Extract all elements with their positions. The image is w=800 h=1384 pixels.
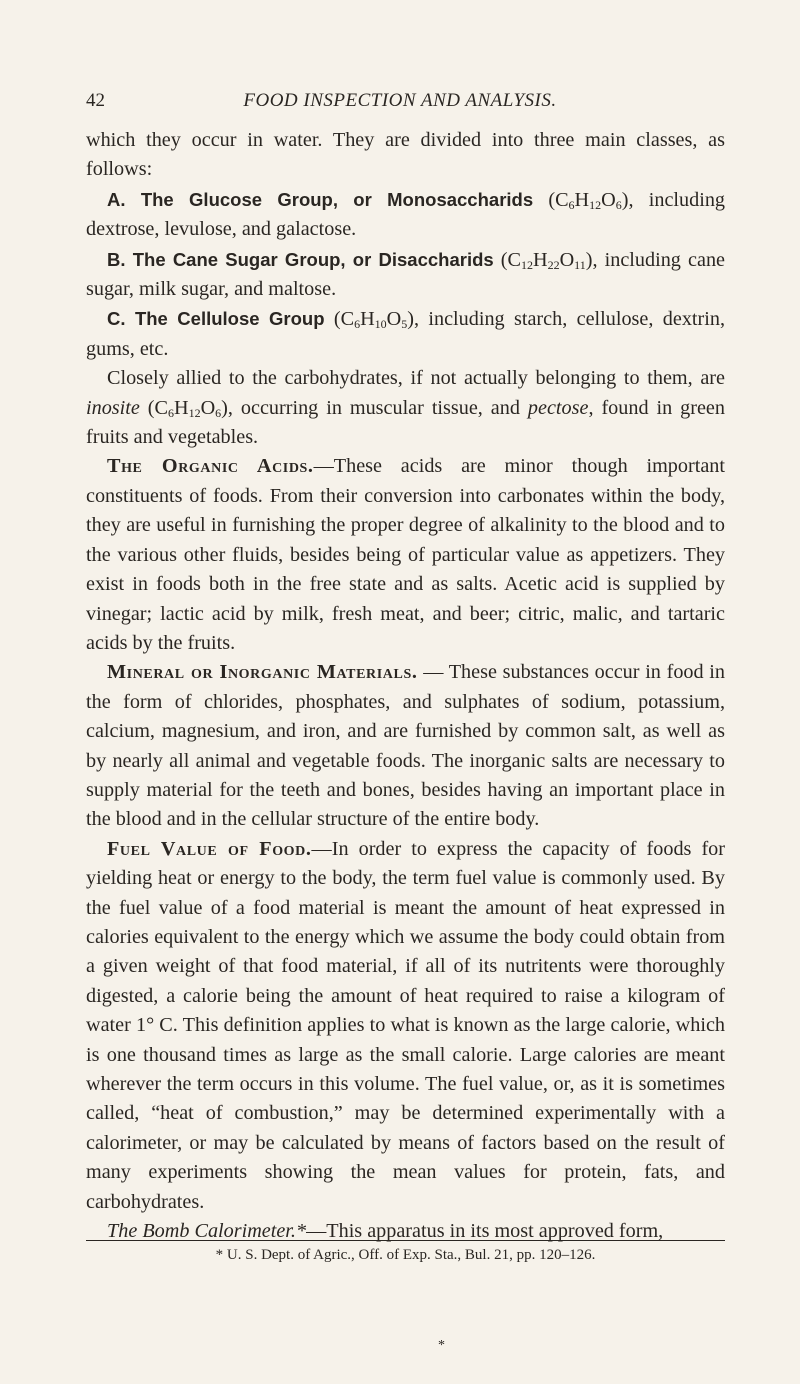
inosite-text-2: , occurring in muscular tissue, and [227,396,528,419]
inosite-text-1: Closely allied to the carbohydrates, if not actually belonging to them, are [107,367,725,390]
formula-glucose: $(C_6H_{12}O_6)$ [548,188,629,212]
class-label-a: A. The Glucose Group, or Monosaccharids [107,188,534,210]
class-label-c: C. The Cellulose Group [107,308,325,330]
term-pectose: pectose [527,396,589,419]
term-inosite: inosite [86,396,140,419]
paragraph-mineral [86,658,725,834]
footnote-rule [86,1240,725,1241]
formula-cane-sugar: $(C_{12}H_{22}O_{11})$ [500,248,593,272]
paragraph-organic-acids [86,452,725,658]
class-text-b: , including cane sugar, milk sugar, and maltose. [86,248,725,301]
heading-organic-acids: The Organic Acids. [107,455,314,478]
footnote: * U. S. Dept. of Agric., Off. of Exp. Sta., Bul. 21, pp. 120–126. [215,1247,596,1263]
page-header [86,86,714,116]
text-fuel-value: —In order to express the capacity of foods for yielding heat or energy to the body, the term fuel value is commonly used. By the fuel value of a food material is meant the amount of heat expressed in calories equivalent to the energy which we assume the body could obtain from a given weight of that food material, if all of its nutritents were thoroughly digested, a calorie being the amount of heat required to raise a kilogram of water 1° C. This definition applies to what is known as the large calorie, which is one thousand times as large as the small calorie. Large calories are meant wherever the term occurs in this volume. The fuel value, or, as it is sometimes called, “heat of combustion,” may be determined experimentally with a calorimeter, or may be calculated by means of factors based on the result of many experiments showing the mean values for protein, fats, and carbohydrates. [86,837,725,1213]
page-number: 42 [86,90,105,111]
class-text-c: , including starch, cellulose, dextrin, gums, etc. [86,308,726,360]
body-text [86,126,725,1246]
class-label-b: B. The Cane Sugar Group, or Disaccharids [107,248,494,270]
class-text-a: , including dextrose, levulose, and galactose. [86,188,726,241]
heading-mineral: Mineral or Inorganic Materials. [107,661,418,684]
text-bomb-calorimeter: —This apparatus in its most approved form, [306,1220,664,1243]
inosite-text-3: , found in green fruits and vegetables. [86,396,725,449]
heading-fuel-value: Fuel Value of Food. [107,837,312,860]
paragraph-glucose-group [86,185,725,245]
formula-inosite: $(C_6H_{12}O_6)$ [147,396,228,420]
text-organic-acids: —These acids are minor though important constituents of foods. From their conversion into carbonates within the body, they are useful in furnishing the proper degree of alkalinity to the blood and to the various other fluids, besides being of particular value as appetizers. They exist in foods both in the free state and as salts. Acetic acid is supplied by vinegar; lactic acid by milk, fresh meat, and beer; citric, malic, and tartaric acids by the fruits. [86,455,725,654]
paragraph-fuel-value [86,835,725,1217]
paragraph-cane-sugar-group [86,245,725,305]
paragraph-inosite [86,364,725,452]
bottom-mark: * [438,1338,445,1353]
running-title: FOOD INSPECTION AND ANALYSIS. [243,90,557,111]
formula-cellulose: $(C_6H_{10}O_5)$ [333,308,414,332]
paragraph-bomb-calorimeter [86,1217,725,1246]
paragraph-cellulose-group [86,304,725,364]
text-mineral: — These substances occur in food in the form of chlorides, phosphates, and sulphates of sodium, potassium, calcium, magnesium, and iron, and are furnished by common salt, as well as by nearly all animal and vegetable foods. The inorganic salts are necessary to supply material for the teeth and bones, besides having an important place in the blood and in the cellular structure of the entire body. [86,661,726,831]
heading-bomb-calorimeter: The Bomb Calorimeter.* [107,1220,307,1243]
paragraph-intro: which they occur in water. They are divided into three main classes, as follows: [86,129,725,181]
